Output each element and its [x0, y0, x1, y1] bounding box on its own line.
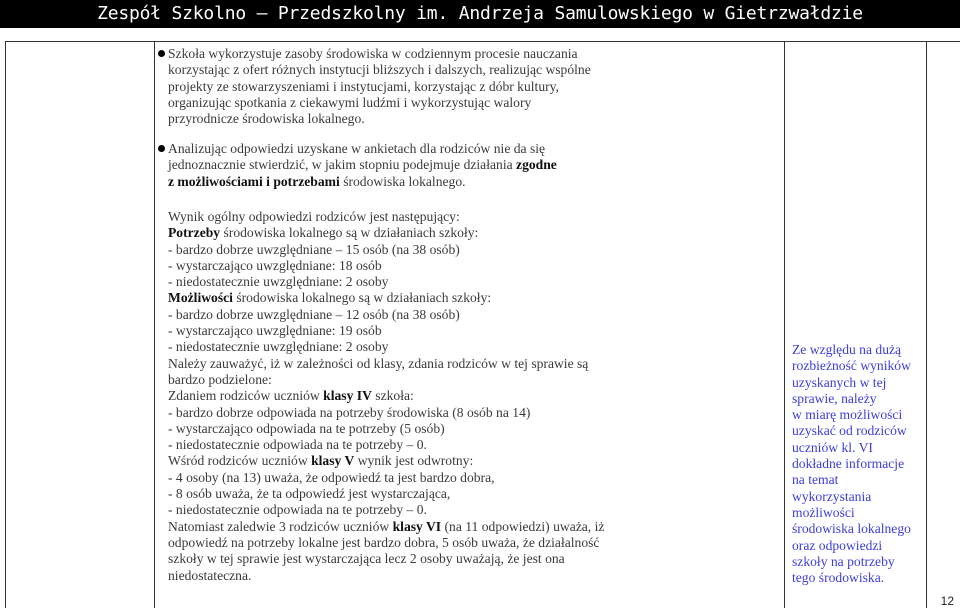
table-top-border — [5, 41, 960, 42]
table-col-divider-1 — [154, 41, 155, 608]
bullet-survey-analysis: Analizując odpowiedzi uzyskane w ankietach dla rodziców nie da się jednoznacznie stwierdzić, w jakim stopniu podejmuje działania zgodne z możliwościami i potrzebami środowiska lokalnego. — [168, 141, 608, 190]
bullet-dot-icon — [158, 145, 165, 152]
list-item: - niedostatecznie uwzględniane: 2 osoby — [168, 339, 389, 355]
list-item: - niedostatecznie odpowiada na te potrzeby – 0. — [168, 502, 427, 518]
list-item: - bardzo dobrze odpowiada na potrzeby środowiska (8 osób na 14) — [168, 404, 531, 420]
page-number: 12 — [940, 594, 954, 608]
list-item: - bardzo dobrze uwzględniane – 15 osób (na 38 osób) — [168, 241, 460, 257]
list-item: - 8 osób uważa, że ta odpowiedź jest wystarczająca, — [168, 486, 451, 502]
list-item: - wystarczająco odpowiada na te potrzeby (5 osób) — [168, 420, 445, 436]
page-header — [0, 0, 960, 28]
content-table — [5, 41, 960, 608]
list-item: - wystarczająco uwzględniane: 18 osób — [168, 257, 382, 273]
bullet-dot-icon — [158, 50, 165, 57]
list-item: - niedostatecznie uwzględniane: 2 osoby — [168, 274, 389, 290]
list-item: - 4 osoby (na 13) uważa, że odpowiedź ta jest bardzo dobra, — [168, 469, 495, 485]
survey-results: Wynik ogólny odpowiedzi rodziców jest następujący: Potrzeby środowiska lokalnego są w działaniach szkoły: - bardzo dobrze uwzględniane – 15 osób (na 38 osób) - wystarczająco uwzględniane: 18 osób - niedostatecznie uwzględniane: 2 osoby Możliwości środowiska lokalnego są w działaniach szkoły: - bardzo dobrze uwzględniane – 12 osób (na 38 osób) - wystarczająco uwzględniane: 19 osób - niedostatecznie uwzględniane: 2 osoby Należy zauważyć, iż w zależności od klasy, zdania rodziców w tej sprawie są bardzo podzielone: Zdaniem rodziców uczniów klasy IV szkoła: - bardzo dobrze odpowiada na potrzeby środowiska (8 osób na 14) - wystarczająco odpowiada na te potrzeby (5 osób) - niedostatecznie odpowiada na te potrzeby – 0. Wśród rodziców uczniów klasy V wynik jest odwrotny: - 4 osoby (na 13) uważa, że odpowiedź ta jest bardzo dobra, - 8 osób uważa, że ta odpowiedź jest wystarczająca, - niedostatecznie odpowiada na te potrzeby – 0. Natomiast zaledwie 3 rodziców uczniów klasy VI (na 11 odpowiedzi) uważa, iż odpowiedź na potrzeby lokalne jest bardzo dobra, 5 osób uważa, że działalność szkoły w tej sprawie jest wystarczająca lecz 2 osoby uważają, że jest ona niedostateczna. — [168, 209, 638, 584]
table-left-border — [5, 41, 6, 608]
list-item: - wystarczająco uwzględniane: 19 osób — [168, 323, 382, 339]
table-col-divider-2 — [784, 41, 785, 608]
bullet-school-resources: Szkoła wykorzystuje zasoby środowiska w codziennym procesie nauczania korzystając z ofert różnych instytucji bliższych i dalszych, realizując wspólne projekty ze stowarzyszeniami i instytucjami, korzystając z dóbr kultury, organizując spotkania z ciekawymi ludźmi i wykorzystując walory przyrodnicze środowiska lokalnego. — [168, 46, 638, 127]
header-title: Zespół Szkolno – Przedszkolny im. Andrzeja Samulowskiego w Gietrzwałdzie — [97, 3, 863, 24]
list-item: - niedostatecznie odpowiada na te potrzeby – 0. — [168, 437, 427, 453]
recommendation-note: Ze względu na dużą rozbieżność wyników uzyskanych w tej sprawie, należy w miarę możliwości uzyskać od rodziców uczniów kl. VI dokładne informacje na temat wykorzystania możliwości środowiska lokalnego oraz odpowiedzi szkoły na potrzeby tego środowiska. — [792, 342, 911, 586]
list-item: - bardzo dobrze uwzględniane – 12 osób (na 38 osób) — [168, 306, 460, 322]
